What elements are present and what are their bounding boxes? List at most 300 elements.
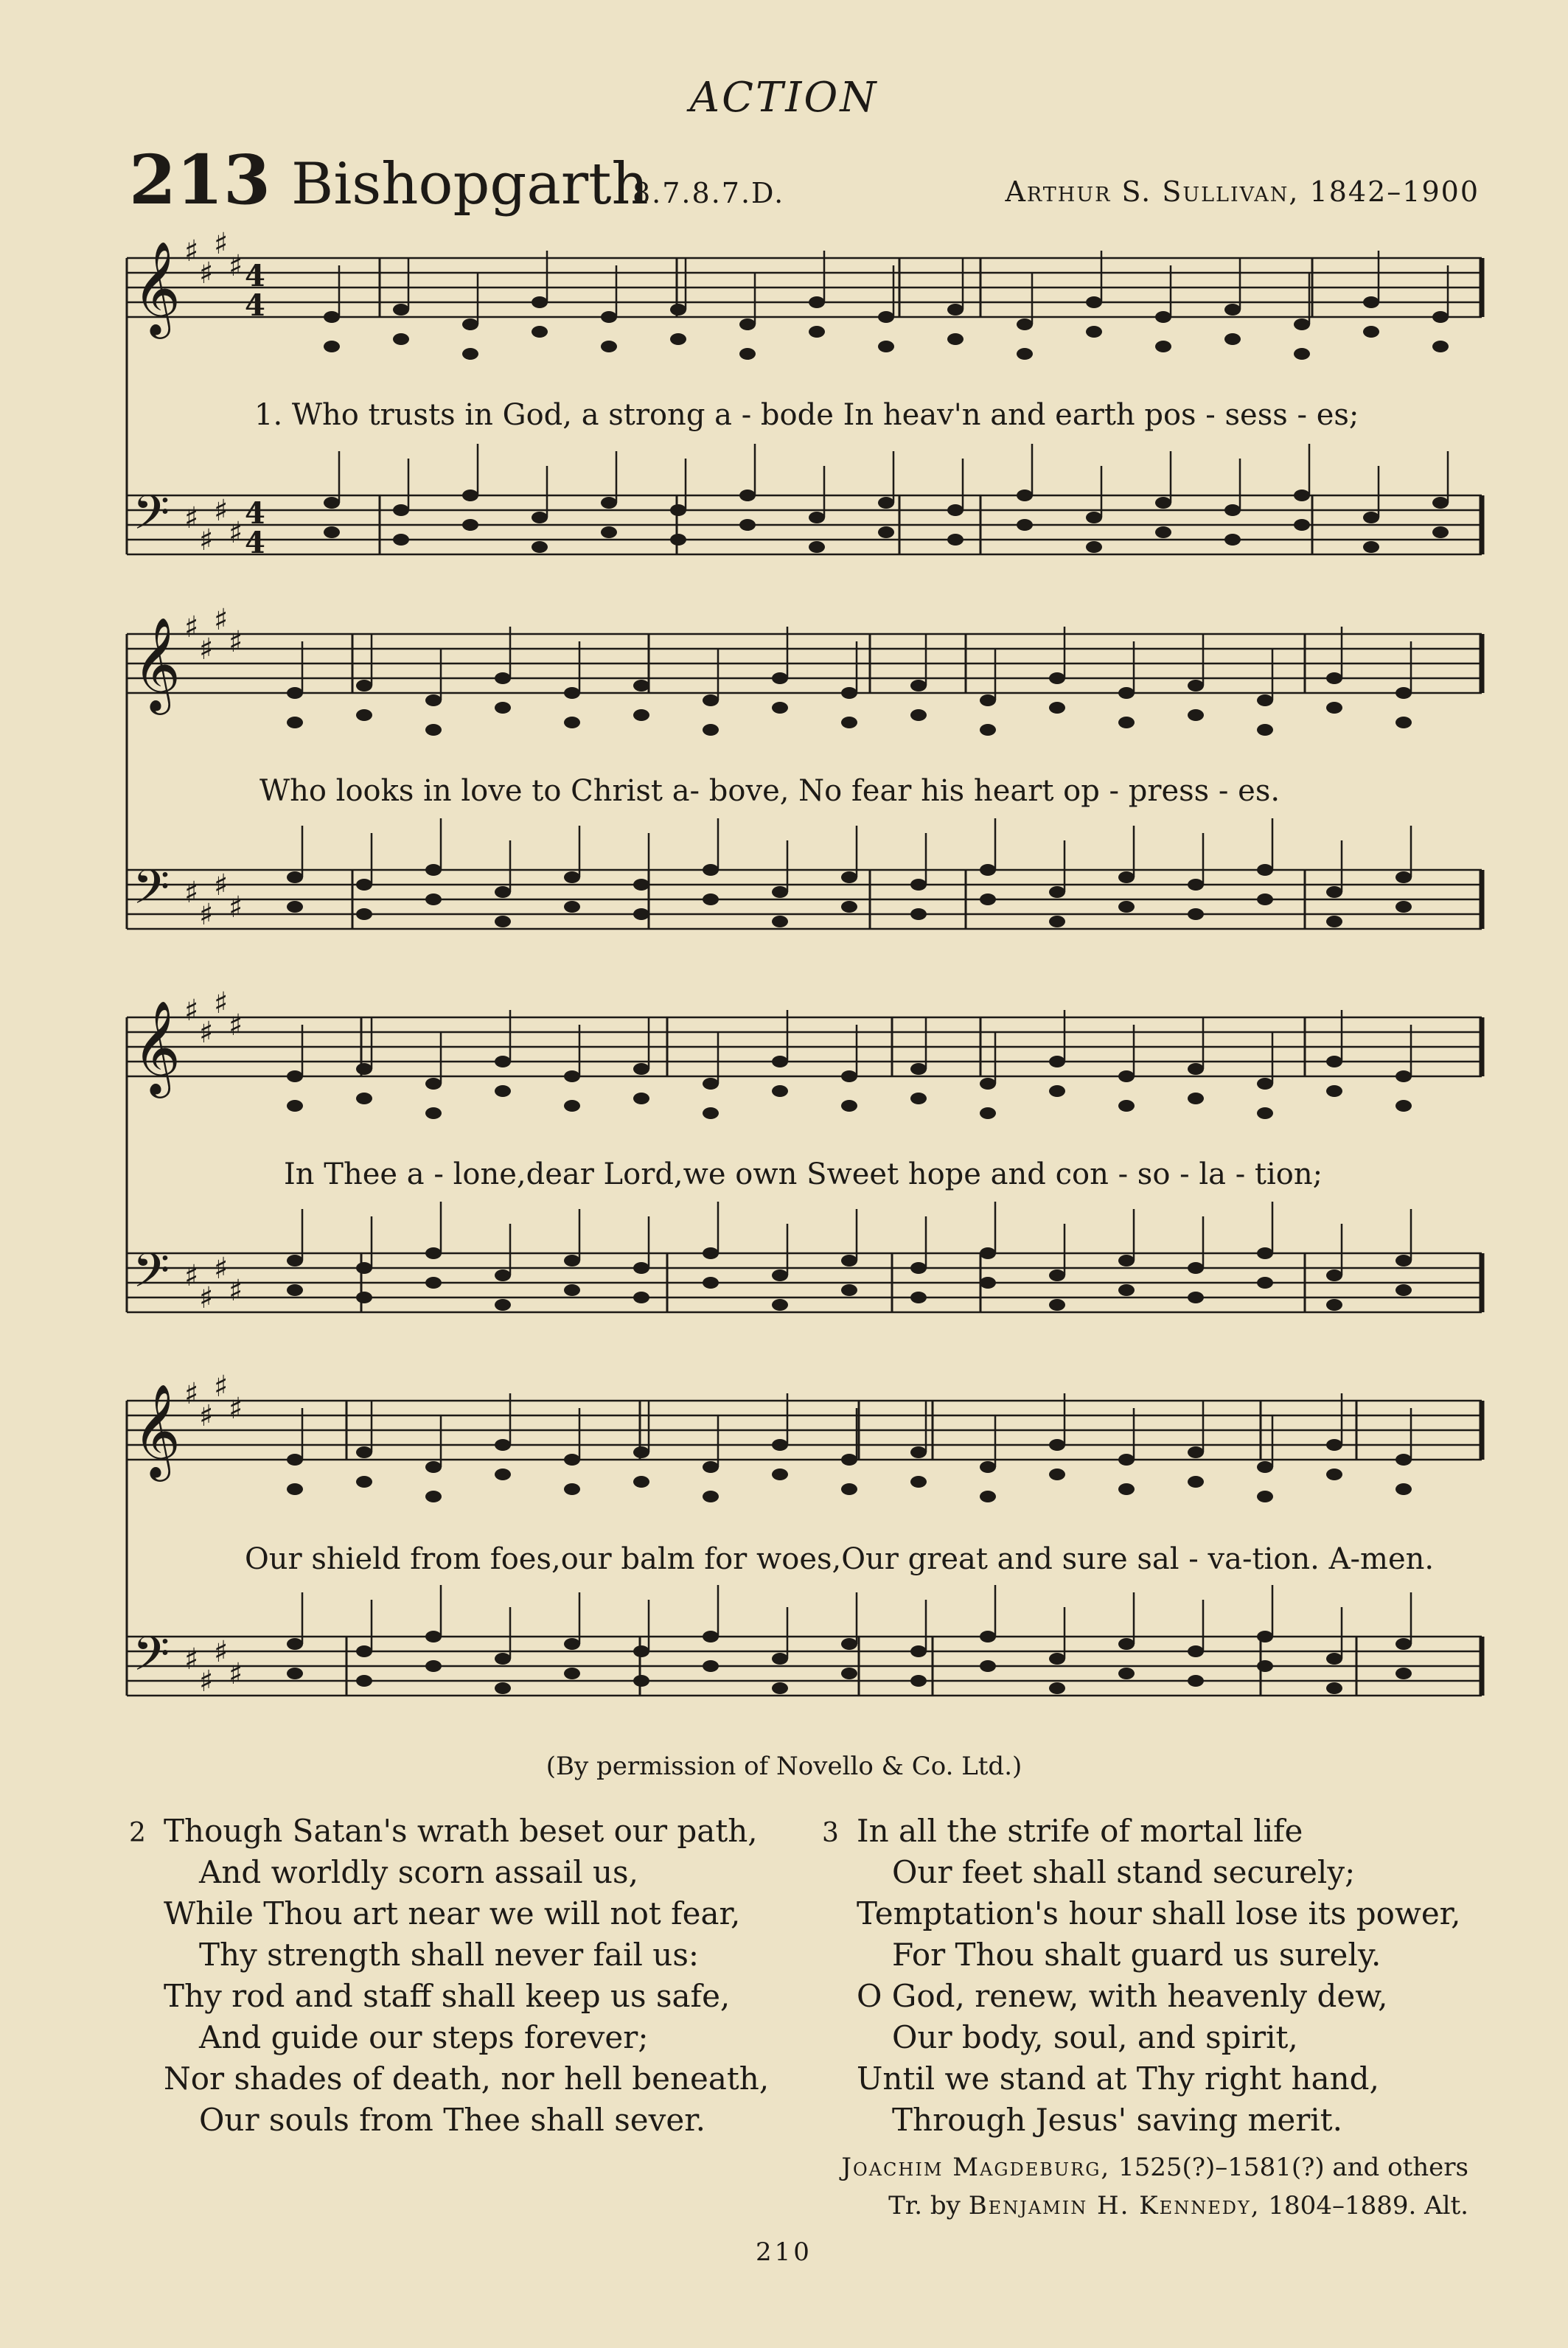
notehead <box>1257 1277 1273 1289</box>
verse-line: Until we stand at Thy right hand, <box>857 2060 1379 2097</box>
notehead <box>772 1269 788 1281</box>
notehead <box>1326 886 1342 898</box>
notehead <box>495 1299 511 1311</box>
notehead <box>601 526 617 538</box>
notehead <box>1049 702 1065 714</box>
verse-line: Thy rod and staff shall keep us safe, <box>164 1978 731 2014</box>
notehead <box>910 680 927 691</box>
notehead <box>287 1255 303 1267</box>
sharp-sign: ♯ <box>229 1274 243 1308</box>
notehead <box>910 1063 927 1075</box>
notehead <box>1017 519 1033 531</box>
sharp-sign: ♯ <box>214 603 229 637</box>
author-credit <box>841 2153 1468 2182</box>
notehead <box>980 1461 996 1473</box>
sharp-sign: ♯ <box>214 986 229 1020</box>
notehead <box>1257 864 1273 876</box>
notehead <box>1118 1070 1135 1082</box>
notehead <box>703 864 719 876</box>
notehead <box>1257 724 1273 736</box>
notehead <box>1326 1085 1342 1097</box>
sharp-sign: ♯ <box>184 501 199 535</box>
notehead <box>356 1262 372 1274</box>
sharp-sign: ♯ <box>199 257 214 290</box>
notehead <box>1118 1483 1135 1495</box>
notehead <box>809 326 825 338</box>
time-signature: 4 <box>245 496 265 531</box>
sharp-sign: ♯ <box>229 1657 243 1691</box>
notehead <box>910 1093 927 1104</box>
permission-note: (By permission of Novello & Co. Ltd.) <box>546 1752 1022 1781</box>
time-signature: 4 <box>245 526 265 560</box>
notehead <box>1118 687 1135 699</box>
notehead <box>878 341 894 352</box>
bass-clef: 𝄢 <box>133 1244 170 1310</box>
sharp-sign: ♯ <box>184 234 199 268</box>
lyric-line-1: 1. Who trusts in God, a strong a - bode In heav'n and earth pos - sess - es; <box>254 398 1359 432</box>
notehead <box>425 1247 442 1259</box>
sharp-sign: ♯ <box>214 227 229 261</box>
notehead <box>1395 871 1412 883</box>
notehead <box>495 1682 511 1694</box>
notehead <box>910 879 927 891</box>
notehead <box>425 893 442 905</box>
notehead <box>1257 1247 1273 1259</box>
notehead <box>1257 1461 1273 1473</box>
notehead <box>703 1078 719 1090</box>
notehead <box>670 504 686 516</box>
notehead <box>980 694 996 706</box>
notehead <box>1395 901 1412 913</box>
notehead <box>841 1284 857 1296</box>
bass-clef: 𝄢 <box>133 486 170 552</box>
notehead <box>772 1085 788 1097</box>
notehead <box>462 490 478 501</box>
notehead <box>532 541 548 553</box>
treble-clef: 𝄞 <box>133 240 181 335</box>
sharp-sign: ♯ <box>184 994 199 1028</box>
notehead <box>1432 497 1449 509</box>
notehead <box>462 318 478 330</box>
notehead <box>425 1277 442 1289</box>
notehead <box>980 864 996 876</box>
notehead <box>980 1277 996 1289</box>
sharp-sign: ♯ <box>229 1008 243 1042</box>
notehead <box>841 871 857 883</box>
notehead <box>1118 1255 1135 1267</box>
notehead <box>495 1439 511 1451</box>
notehead <box>980 893 996 905</box>
notehead <box>1326 1469 1342 1480</box>
notehead <box>1017 318 1033 330</box>
notehead <box>495 916 511 927</box>
notehead <box>495 1653 511 1665</box>
notehead <box>495 1056 511 1067</box>
sharp-sign: ♯ <box>184 610 199 644</box>
notehead <box>564 1284 580 1296</box>
notehead <box>393 504 409 516</box>
notehead <box>633 1675 649 1687</box>
notehead <box>772 886 788 898</box>
verse-2-number: 2 <box>129 1818 146 1848</box>
notehead <box>425 1660 442 1672</box>
notehead <box>703 1631 719 1642</box>
notehead <box>772 1299 788 1311</box>
verse-line: Though Satan's wrath beset our path, <box>164 1813 758 1849</box>
verse-line: Our souls from Thee shall sever. <box>199 2102 706 2138</box>
notehead <box>1326 1299 1342 1311</box>
notehead <box>1049 1439 1065 1451</box>
notehead <box>841 1454 857 1466</box>
notehead <box>1395 1255 1412 1267</box>
notehead <box>841 1638 857 1650</box>
notehead <box>601 311 617 323</box>
notehead <box>356 1476 372 1488</box>
verse-line: For Thou shalt guard us surely. <box>892 1937 1381 1973</box>
notehead <box>947 304 964 316</box>
notehead <box>324 526 340 538</box>
notehead <box>980 1247 996 1259</box>
notehead <box>633 1093 649 1104</box>
notehead <box>1049 886 1065 898</box>
notehead <box>703 1660 719 1672</box>
notehead <box>532 512 548 523</box>
notehead <box>1326 1682 1342 1694</box>
notehead <box>910 709 927 721</box>
notehead <box>1224 304 1241 316</box>
notehead <box>356 1675 372 1687</box>
notehead <box>462 348 478 360</box>
notehead <box>1188 879 1204 891</box>
notehead <box>425 724 442 736</box>
notehead <box>670 304 686 316</box>
notehead <box>633 908 649 920</box>
notehead <box>1086 326 1102 338</box>
notehead <box>980 1631 996 1642</box>
notehead <box>1326 702 1342 714</box>
notehead <box>841 687 857 699</box>
notehead <box>356 879 372 891</box>
notehead <box>1257 893 1273 905</box>
notehead <box>809 512 825 523</box>
notehead <box>1395 1454 1412 1466</box>
notehead <box>633 1645 649 1657</box>
notehead <box>1188 1645 1204 1657</box>
notehead <box>1188 1093 1204 1104</box>
notehead <box>910 1675 927 1687</box>
sharp-sign: ♯ <box>199 523 214 557</box>
notehead <box>1049 1299 1065 1311</box>
notehead <box>1326 1439 1342 1451</box>
notehead <box>841 1668 857 1679</box>
notehead <box>287 1668 303 1679</box>
lyric-line-3: In Thee a - lone,dear Lord,we own Sweet hope and con - so - la - tion; <box>284 1157 1323 1191</box>
verse-line: In all the strife of mortal life <box>857 1813 1303 1849</box>
notehead <box>287 901 303 913</box>
notehead <box>1257 1660 1273 1672</box>
page-number: 210 <box>756 2237 812 2267</box>
sharp-sign: ♯ <box>199 1281 214 1315</box>
notehead <box>1049 1269 1065 1281</box>
notehead <box>356 680 372 691</box>
notehead <box>1188 1476 1204 1488</box>
verse-3-number: 3 <box>822 1818 839 1848</box>
notehead <box>703 694 719 706</box>
notehead <box>703 1491 719 1502</box>
notehead <box>1188 680 1204 691</box>
notehead <box>287 1100 303 1112</box>
notehead <box>1224 333 1241 345</box>
notehead <box>1049 672 1065 684</box>
notehead <box>601 341 617 352</box>
notehead <box>1118 1100 1135 1112</box>
notehead <box>287 1454 303 1466</box>
notehead <box>1326 1653 1342 1665</box>
notehead <box>1363 296 1379 308</box>
notehead <box>356 1645 372 1657</box>
notehead <box>1395 1100 1412 1112</box>
notehead <box>425 1631 442 1642</box>
verse-line: O God, renew, with heavenly dew, <box>857 1978 1388 2014</box>
notehead <box>287 1483 303 1495</box>
notehead <box>1049 1469 1065 1480</box>
notehead <box>356 1093 372 1104</box>
time-signature: 4 <box>245 288 265 323</box>
notehead <box>324 311 340 323</box>
notehead <box>1017 348 1033 360</box>
notehead <box>910 1292 927 1303</box>
notehead <box>1086 512 1102 523</box>
notehead <box>1294 318 1310 330</box>
notehead <box>947 333 964 345</box>
notehead <box>703 1277 719 1289</box>
notehead <box>1049 1056 1065 1067</box>
composer: Arthur S. Sullivan, 1842–1900 <box>1005 175 1480 208</box>
lyric-line-2: Who looks in love to Christ a- bove, No fear his heart op - press - es. <box>259 774 1280 808</box>
notehead <box>495 1085 511 1097</box>
notehead <box>1326 916 1342 927</box>
notehead <box>878 497 894 509</box>
notehead <box>532 326 548 338</box>
notehead <box>356 1063 372 1075</box>
sharp-sign: ♯ <box>229 1392 243 1426</box>
notehead <box>287 1070 303 1082</box>
notehead <box>356 1446 372 1458</box>
treble-clef: 𝄞 <box>133 616 181 711</box>
notehead <box>1363 326 1379 338</box>
sharp-sign: ♯ <box>184 1259 199 1293</box>
notehead <box>564 687 580 699</box>
notehead <box>1432 526 1449 538</box>
notehead <box>532 296 548 308</box>
bass-clef: 𝄢 <box>133 860 170 927</box>
notehead <box>1049 916 1065 927</box>
meter: 8.7.8.7.D. <box>633 177 785 209</box>
notehead <box>1155 497 1171 509</box>
verse-3 <box>857 1811 1461 2141</box>
sharp-sign: ♯ <box>214 868 229 902</box>
notehead <box>633 879 649 891</box>
notehead <box>495 1269 511 1281</box>
notehead <box>841 901 857 913</box>
notehead <box>1395 1638 1412 1650</box>
notehead <box>841 1100 857 1112</box>
notehead <box>703 1247 719 1259</box>
notehead <box>1294 348 1310 360</box>
notehead <box>287 687 303 699</box>
notehead <box>772 1469 788 1480</box>
author-name: Joachim Magdeburg, <box>841 2153 1111 2182</box>
verse-line: Nor shades of death, nor hell beneath, <box>164 2060 770 2097</box>
treble-clef: 𝄞 <box>133 1000 181 1094</box>
notehead <box>287 717 303 728</box>
notehead <box>1049 1682 1065 1694</box>
notehead <box>356 1292 372 1303</box>
notehead <box>564 1454 580 1466</box>
notehead <box>980 1660 996 1672</box>
notehead <box>772 1439 788 1451</box>
notehead <box>1257 1078 1273 1090</box>
notehead <box>1432 341 1449 352</box>
notehead <box>633 1063 649 1075</box>
notehead <box>1224 504 1241 516</box>
notehead <box>980 724 996 736</box>
notehead <box>809 541 825 553</box>
notehead <box>947 504 964 516</box>
notehead <box>1395 1668 1412 1679</box>
notehead <box>1118 1638 1135 1650</box>
notehead <box>841 1255 857 1267</box>
sharp-sign: ♯ <box>229 891 243 924</box>
notehead <box>1049 1085 1065 1097</box>
notehead <box>1188 1262 1204 1274</box>
notehead <box>772 1682 788 1694</box>
notehead <box>564 717 580 728</box>
notehead <box>1257 1631 1273 1642</box>
notehead <box>564 1070 580 1082</box>
notehead <box>670 333 686 345</box>
notehead <box>703 1461 719 1473</box>
notehead <box>841 717 857 728</box>
notehead <box>1086 296 1102 308</box>
verse-2 <box>164 1811 769 2141</box>
notehead <box>495 672 511 684</box>
notehead <box>1395 1284 1412 1296</box>
notehead <box>1155 526 1171 538</box>
sharp-sign: ♯ <box>229 516 243 550</box>
notehead <box>393 304 409 316</box>
notehead <box>910 908 927 920</box>
notehead <box>910 1262 927 1274</box>
notehead <box>564 1483 580 1495</box>
notehead <box>287 871 303 883</box>
notehead <box>739 519 756 531</box>
notehead <box>564 871 580 883</box>
notehead <box>425 864 442 876</box>
notehead <box>1017 490 1033 501</box>
lyric-line-4: Our shield from foes,our balm for woes,Our great and sure sal - va-tion. A-men. <box>245 1542 1435 1576</box>
notehead <box>564 1255 580 1267</box>
notehead <box>1118 901 1135 913</box>
sharp-sign: ♯ <box>199 633 214 666</box>
notehead <box>393 333 409 345</box>
notehead <box>1395 717 1412 728</box>
notehead <box>393 534 409 546</box>
notehead <box>425 1491 442 1502</box>
hymn-number: 213 <box>129 140 271 220</box>
notehead <box>703 893 719 905</box>
sharp-sign: ♯ <box>199 1665 214 1699</box>
notehead <box>1188 1675 1204 1687</box>
notehead <box>1118 871 1135 883</box>
notehead <box>772 1056 788 1067</box>
notehead <box>739 318 756 330</box>
notehead <box>633 709 649 721</box>
notehead <box>495 886 511 898</box>
notehead <box>1257 694 1273 706</box>
notehead <box>1155 311 1171 323</box>
notehead <box>739 490 756 501</box>
notehead <box>1188 1446 1204 1458</box>
notehead <box>1188 1292 1204 1303</box>
notehead <box>1432 311 1449 323</box>
notehead <box>633 1292 649 1303</box>
notehead <box>324 341 340 352</box>
notehead <box>703 724 719 736</box>
notehead <box>564 1100 580 1112</box>
notehead <box>1188 709 1204 721</box>
notehead <box>1363 541 1379 553</box>
sharp-sign: ♯ <box>199 898 214 932</box>
notehead <box>980 1491 996 1502</box>
notehead <box>910 1476 927 1488</box>
notehead <box>703 1107 719 1119</box>
notehead <box>564 901 580 913</box>
sharp-sign: ♯ <box>184 1642 199 1676</box>
notehead <box>1326 1269 1342 1281</box>
notehead <box>1395 1483 1412 1495</box>
notehead <box>809 296 825 308</box>
sharp-sign: ♯ <box>229 249 243 283</box>
notehead <box>324 497 340 509</box>
sharp-sign: ♯ <box>184 876 199 910</box>
notehead <box>772 702 788 714</box>
notehead <box>910 1446 927 1458</box>
verse-line: Through Jesus' saving merit. <box>892 2102 1342 2138</box>
notehead <box>1086 541 1102 553</box>
notehead <box>564 1668 580 1679</box>
verse-line: And guide our steps forever; <box>199 2019 649 2055</box>
time-signature: 4 <box>245 259 265 293</box>
notehead <box>670 534 686 546</box>
verse-line: Thy strength shall never fail us: <box>199 1937 700 1973</box>
notehead <box>1118 717 1135 728</box>
author-dates: 1525(?)–1581(?) and others <box>1118 2153 1468 2182</box>
notehead <box>633 1476 649 1488</box>
verse-line: Our body, soul, and spirit, <box>892 2019 1298 2055</box>
notehead <box>841 1483 857 1495</box>
notehead <box>564 1638 580 1650</box>
sharp-sign: ♯ <box>214 494 229 528</box>
notehead <box>1395 1070 1412 1082</box>
translator-prefix: Tr. by <box>888 2191 961 2220</box>
notehead <box>462 519 478 531</box>
notehead <box>633 1262 649 1274</box>
notehead <box>1294 490 1310 501</box>
tune-name: Bishopgarth <box>291 151 649 217</box>
bass-clef: 𝄢 <box>133 1627 170 1693</box>
verse-line: Temptation's hour shall lose its power, <box>857 1895 1461 1931</box>
